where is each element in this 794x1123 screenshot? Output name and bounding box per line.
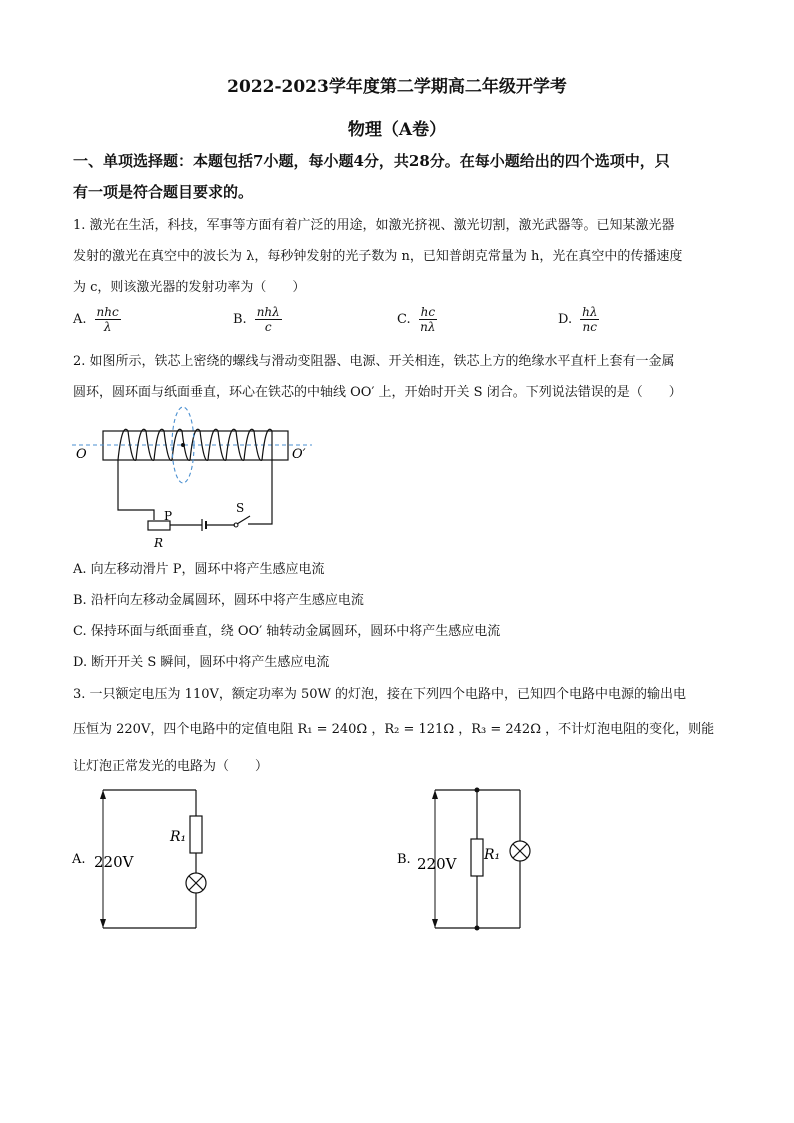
circuit-a-label: A. [72,852,86,867]
label-o: O [76,447,87,462]
fraction: $\frac{h\lambda}{nc}$ [582,305,598,334]
solenoid-circuit-figure [70,402,330,552]
q2-line2: 圆环，圆环面与纸面垂直，环心在铁芯的中轴线 OO′ 上，开始时开关 S 闭合。下列说法错误的是（ ） [73,385,682,400]
q3-line1: 3. 一只额定电压为 110V，额定功率为 50W 的灯泡，接在下列四个电路中，已知四个电路中电源的输出电 [73,687,687,702]
option-label: D. [558,312,573,327]
resistor-label: R₁ [484,847,501,863]
circuit-a-figure[interactable] [70,785,230,935]
fraction: $\frac{hc}{n\lambda}$ [420,305,436,334]
resistor [190,816,202,853]
option-label: A. [73,312,87,327]
page-subtitle: 物理（A卷） [347,120,447,140]
label-p: P [164,509,173,523]
voltage-label: 220V [417,855,457,873]
q1-option-b[interactable] [233,305,282,334]
resistor-label: R₁ [170,829,187,845]
option-label: C. [397,312,411,327]
q1-line1: 1. 激光在生活，科技，军事等方面有着广泛的用途，如激光挤视、激光切割，激光武器等。已知某激光器 [73,218,675,233]
q2-option-c[interactable]: C. 保持环面与纸面垂直，绕 OO′ 轴转动金属圆环，圆环中将产生感应电流 [73,624,501,639]
q1-option-d[interactable] [558,305,599,334]
label-o-prime: O′ [292,447,306,462]
q3-line2: 压恒为 220V，四个电路中的定值电阻 R₁ = 240Ω ，R₂ = 121Ω ，R₃ = 242Ω ，不计灯泡电阻的变化，则能 [73,722,715,737]
ring-center [181,443,185,447]
fraction: $\frac{\text{nhc}}{\lambda}$ [96,305,119,334]
q3-line3: 让灯泡正常发光的电路为（ ） [73,759,269,774]
circuit-b-figure[interactable] [395,785,555,935]
q2-option-d[interactable]: D. 断开开关 S 瞬间，圆环中将产生感应电流 [73,655,330,670]
switch [237,516,250,524]
option-label: B. [233,312,247,327]
q1-option-c[interactable] [397,305,437,334]
q2-option-a[interactable]: A. 向左移动滑片 P，圆环中将产生感应电流 [73,562,325,577]
voltage-label: 220V [94,853,134,871]
circuit-b-label: B. [397,852,411,867]
q1-line3: 为 c，则该激光器的发射功率为（ ） [73,280,306,295]
q2-option-b[interactable]: B. 沿杆向左移动金属圆环，圆环中将产生感应电流 [73,593,364,608]
q1-line2: 发射的激光在真空中的波长为 λ，每秒钟发射的光子数为 n，已知普朗克常量为 h，光在真空中的传播速度 [73,249,683,264]
fraction: $\frac{\text{nhλ}}{c}$ [256,305,280,334]
section-heading-line2: 有一项是符合题目要求的。 [73,183,254,201]
resistor [471,839,483,876]
label-s: S [236,501,245,515]
page-title: 2022-2023学年度第二学期高二年级开学考 [227,77,567,97]
section-heading-line1: 一、单项选择题：本题包括7小题，每小题4分，共28分。在每小题给出的四个选项中，只 [73,152,670,170]
q1-option-a[interactable] [73,305,121,334]
label-r: R [154,536,164,550]
q2-line1: 2. 如图所示，铁芯上密绕的螺线与滑动变阻器、电源、开关相连，铁芯上方的绝缘水平直杆上套有一金属 [73,354,675,369]
